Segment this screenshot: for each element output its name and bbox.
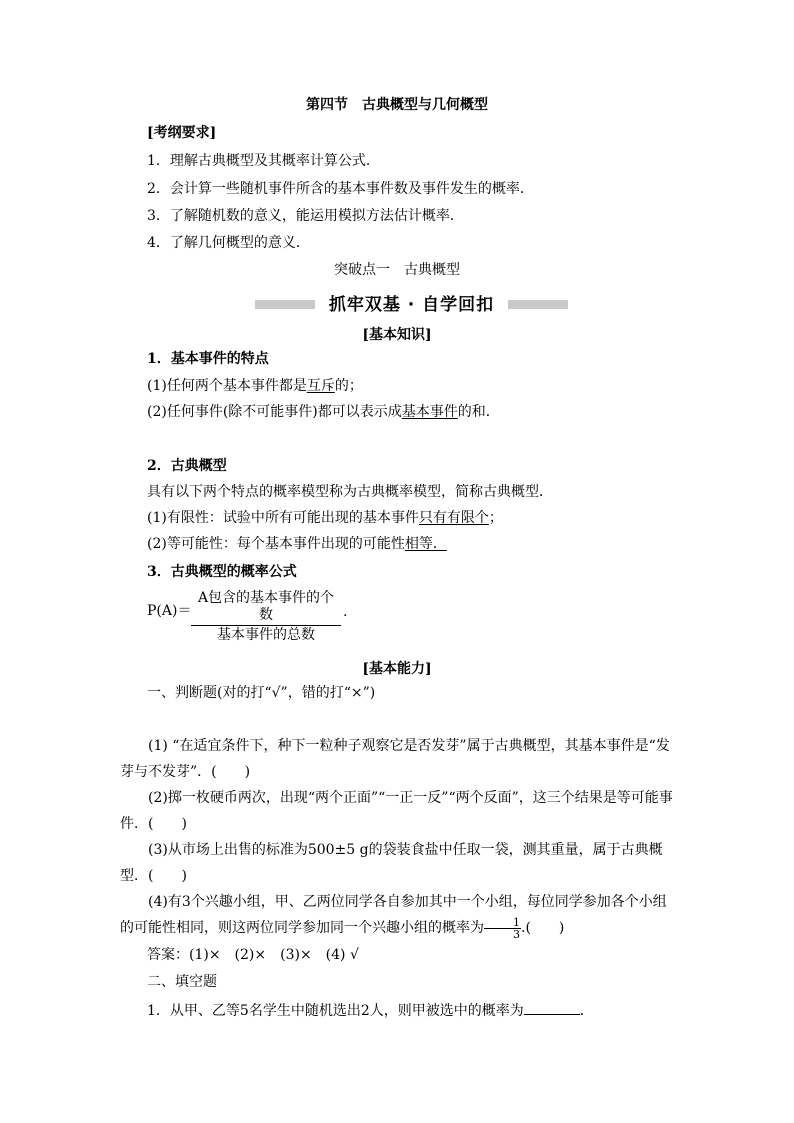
knowledge-point-1-text: (1)任何两个基本事件都是 [147, 378, 307, 394]
knowledge-heading-2: 2．古典概型 [147, 458, 227, 474]
finiteness-answer: 只有有限个 [418, 510, 489, 526]
band-bar-right [508, 300, 568, 309]
formula-lhs: P(A)＝ [147, 603, 192, 619]
answer-blank[interactable] [524, 1000, 580, 1015]
knowledge-point-1 [147, 377, 363, 395]
knowledge-heading-1: 1．基本事件的特点 [147, 351, 269, 367]
kaogang-item-4: 4．了解几何概型的意义． [147, 235, 310, 251]
page-title: 第四节 古典概型与几何概型 [306, 97, 488, 113]
fill-question-1-end: ． [579, 1003, 594, 1019]
knowledge-point-1-answer: 互斥 [306, 378, 335, 394]
knowledge-point-2-text: (2)任何事件(除不可能事件)都可以表示成 [147, 404, 402, 420]
knowledge-equal-likelihood [147, 535, 447, 553]
knowledge-definition: 具有以下两个特点的概率模型称为古典概率模型，简称古典概型． [147, 484, 553, 500]
judge-question-3: (3)从市场上出售的标准为500±5 g的袋装食盐中任取一袋，测其重量，属于古典概型．( ) [120, 842, 663, 884]
knowledge-point-1-end: 的； [334, 378, 363, 394]
judge-question-4-end: .( ) [521, 920, 565, 936]
judge-question-2: (2)掷一枚硬币两次，出现“两个正面”“一正一反”“两个反面”，这三个结果是等可能事件．( ) [120, 790, 673, 832]
formula-denominator: 基本事件的总数 [217, 627, 315, 643]
answer-line: 答案：(1)× (2)× (3)× (4) √ [147, 947, 359, 963]
section-title: 突破点一 古典概型 [334, 262, 460, 278]
kaogang-item-3: 3．了解随机数的意义，能运用模拟方法估计概率． [147, 208, 464, 224]
judge-question-1: (1) “在适宜条件下，种下一粒种子观察它是否发芽”属于古典概型，其基本事件是“发芽与不发芽”．( ) [120, 738, 670, 780]
judge-question-4-text: (4)有3个兴趣小组，甲、乙两位同学各自参加其中一个小组，每位同学参加各个小组的可能性相同，则这两位同学参加同一个兴趣小组的概率为 [120, 894, 667, 936]
knowledge-point-2-answer: 基本事件 [401, 404, 458, 420]
knowledge-heading-3: 3．古典概型的概率公式 [147, 564, 297, 580]
finiteness-text: (1)有限性：试验中所有可能出现的基本事件 [147, 510, 419, 526]
knowledge-point-2-end: 的和． [457, 404, 500, 420]
section-band [255, 295, 568, 315]
formula-fraction [191, 590, 341, 644]
fill-question-1 [147, 1000, 594, 1020]
kaogang-heading: [考纲要求] [147, 125, 217, 141]
band-title: 抓牢双基 · 自学回扣 [328, 295, 495, 315]
basic-ability-heading: [基本能力] [362, 661, 432, 677]
fraction-denominator: 3 [513, 927, 520, 941]
fill-question-1-text: 1．从甲、乙等5名学生中随机选出2人，则甲被选中的概率为 [147, 1003, 524, 1019]
kaogang-item-1: 1．理解古典概型及其概率计算公式． [147, 153, 380, 169]
judge-question-4 [120, 889, 678, 941]
equal-likelihood-answer: 相等． [404, 536, 447, 552]
basic-knowledge-heading: [基本知识] [362, 327, 432, 343]
judge-heading: 一、判断题(对的打“√”，错的打“×”) [147, 685, 376, 701]
band-bar-left [255, 300, 315, 309]
finiteness-end: ； [488, 510, 503, 526]
fill-heading: 二、填空题 [147, 974, 217, 990]
knowledge-finiteness [147, 509, 503, 527]
formula-period: . [343, 604, 348, 620]
knowledge-point-2 [147, 403, 500, 421]
formula-numerator: A包含的基本事件的个数 [191, 590, 341, 626]
fraction-numerator: 1 [484, 917, 521, 929]
equal-likelihood-text: (2)等可能性：每个基本事件出现的可能性 [147, 536, 405, 552]
kaogang-item-2: 2．会计算一些随机事件所含的基本事件数及事件发生的概率． [147, 181, 534, 197]
one-third-fraction [484, 917, 521, 940]
